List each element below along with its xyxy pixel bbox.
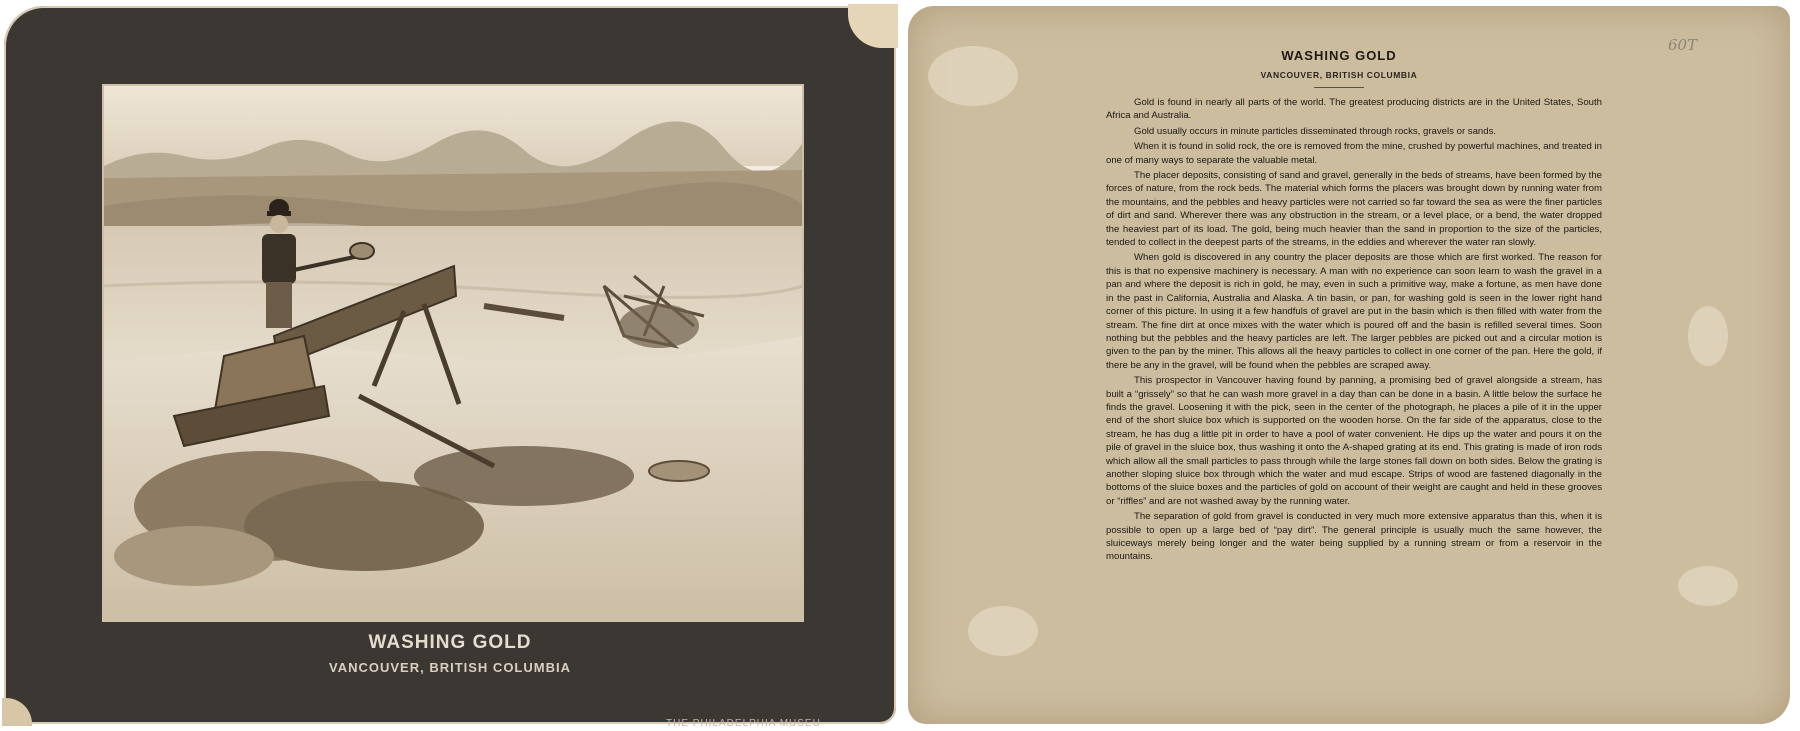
paper-stain: [928, 46, 1018, 106]
body-paragraph: The separation of gold from gravel is conducted in very much more extensive apparatus than this, when it is possible to open up a large bed of “pay dirt”. The general principle is usually much the same however, the sluiceways merely being longer and the water being supplied by a running stream or from a reservoir in the mountains.: [1106, 511, 1602, 563]
body-paragraph: This prospector in Vancouver having found by panning, a promising bed of gravel alongside a stream, has built a “grissely” so that he can wash more gravel in a day than can be done in a basin. A little below the surface he finds the gravel. Loosening it with the pick, seen in the center of the photograph, he places a pile of it in the upper end of the short sluice box which is supported on the wooden horse. On the far side of the apparatus, close to the stream, he has dug a little pit in order to have a pool of water convenient. He dips up the water and pours it on the pile of gravel in the sluice box, thus washing it onto the A-shaped grating at its end. This grating is made of iron rods which allow all the small particles to pass through while the large stones fall down on both sides. Below the grating is another sloping sluice box through which the water and mud escape. Strips of wood are fastened diagonally in the bottoms of the sluice boxes and the particles of gold on account of their weight are caught and held in these grooves or “riffles” and are not washed away by the running water.: [1106, 375, 1602, 507]
description-subtitle: VANCOUVER, BRITISH COLUMBIA: [1260, 70, 1418, 80]
paper-stain: [968, 606, 1038, 656]
title-divider: [1314, 87, 1364, 88]
photo-caption-title: WASHING GOLD: [368, 632, 532, 653]
description-title: WASHING GOLD: [1281, 48, 1397, 63]
body-paragraph: The placer deposits, consisting of sand and gravel, generally in the beds of streams, have been formed by the forces of nature, from the rock beds. The material which forms the placers was brought down by running water from the mountains, and the pebbles and heavy particles were not carried so far toward the sea as were the finer particles of dirt and sand. Wherever there was any obstruction in the stream, or a level place, or a bend, the water dropped the heaviest part of its load. The gold, being much heavier than the sand in proportion to the size of the particles, tended to collect in the deepest parts of the streams, in the eddies and wherever the water ran slowly.: [1106, 170, 1602, 249]
body-paragraph: Gold is found in nearly all parts of the world. The greatest producing districts are in the United States, South Africa and Australia.: [1106, 97, 1602, 122]
description-card: [908, 6, 1790, 724]
paper-stain: [1688, 306, 1728, 366]
body-paragraph: Gold usually occurs in minute particles disseminated through rocks, gravels or sands.: [1134, 125, 1497, 137]
body-paragraph: When it is found in solid rock, the ore is removed from the mine, crushed by powerful machines, and treated in one of many ways to separate the valuable metal.: [1106, 141, 1602, 166]
publisher-imprint: THE PHILADELPHIA MUSEU: [666, 718, 821, 729]
handwritten-note: 60T: [1668, 36, 1698, 54]
gold-washing-photograph: [102, 84, 804, 622]
photo-illustration: [104, 86, 802, 620]
paper-stain: [1678, 566, 1738, 606]
photo-mount-card: [4, 6, 896, 729]
photo-caption-subtitle: VANCOUVER, BRITISH COLUMBIA: [329, 660, 571, 675]
description-body: [1106, 96, 1602, 566]
body-paragraph: When gold is discovered in any country the placer deposits are those which are first worked. The reason for this is that no expensive machinery is necessary. A man with no experience can soon learn to wash the gravel in a pan and where the deposit is rich in gold, he may, even in such a primitive way, make a fortune, as men have done in the past in California, Australia and Alaska. A tin basin, or pan, for washing gold is seen in the lower right hand corner of this picture. In using it a few handfuls of gravel are put in the basin which is then filled with water from the stream. The fine dirt at once mixes with the water which is poured off and the basin is refilled several times. Soon nothing but the pebbles and the heavy particles are left. The larger pebbles are picked out and a circular motion is given to the pan by the miner. This allows all the heavy particles to collect in one corner of the pan. Here the gold, if there be any in the gravel, will be found when the pebbles are scraped away.: [1106, 252, 1602, 371]
